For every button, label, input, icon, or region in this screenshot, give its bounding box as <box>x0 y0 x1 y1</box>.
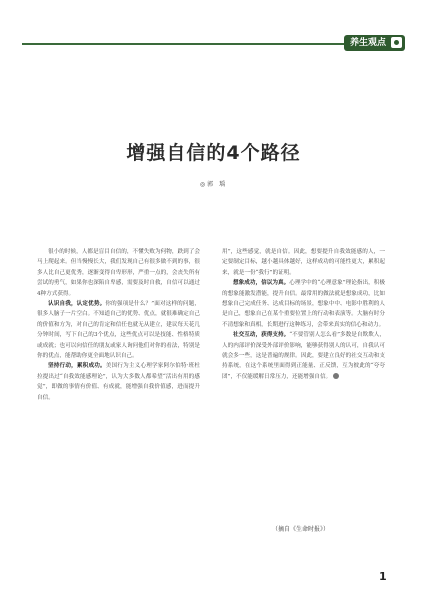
paragraph: 很小的时候，人都是盲目自信的，不懂失败为何物，跌到了会马上爬起来。但当慢慢长大，我们发现自己有很多做不到的事，很多人比自己更优秀，逐渐变得自卑形形，严重一点的，会丧失所有尝试的勇气，如果你也深陷自卑感，需要及时自救，自信可以通过4种方式获得。 <box>37 249 200 297</box>
article-title: 增强自信的4个路径 <box>126 142 301 164</box>
paragraph: 想象成功，信以为真。心理学中的“心理意象”理论指出，积极的想象能激发潜能，提升自信。最常用的做法就是想象成功，比如想象自己完成任务、达成目标的场景，想象中中、电影中胜利的人是自己，想象自己在某个重要位置上的行动和表演等。大脑有时分不清想象和真相，长期进行这种练习，会带来真实的信心和动力。 <box>222 280 385 328</box>
left-column <box>37 247 200 403</box>
paragraph-heading: 坚持行动，累积成功。 <box>48 363 106 370</box>
section-tag <box>344 35 405 51</box>
header-rule <box>22 43 356 45</box>
section-tag-label: 养生观点 <box>350 38 387 48</box>
article-author: ◎郭 瑀 <box>199 181 228 188</box>
paragraph: 坚持行动，累积成功。美国行为主义心理学家阿尔伯特·班杜拉提出过“自我效能感理论”，认为大多数人都希望“活出有用的感觉”，即做的事情有价值、有成就，能增强自我价值感，进而提升自信。 <box>37 363 200 401</box>
paragraph-heading: 认识自我，认定优势。 <box>48 301 106 308</box>
paragraph: 认识自我，认定优势。你的强项是什么？”面对这样的问题，很多人脑子一片空白。不知道自己的优势、优点，就很难确定自己的价值和方为，对自己的肯定和信任也就无从建立，建议每天花几分钟时间，写下自己的3个优点，这些优点可以是技能、性格特质或成就；也可以向信任的朋友或家人询问他们对你的看法，特别是你的优点，能帮助你更全面地认识自己。 <box>37 301 200 360</box>
paragraph-heading: 社交互动，获得支持。 <box>233 332 290 339</box>
paragraph: 用”，这些感觉，就是自信。因此，想要提升自我效能感的人，一定要制定目标，越小越具体越好，这样成功的可能性更大，累积起来，就是一份“我行”的证明。 <box>222 249 385 276</box>
page-number: 1 <box>379 570 387 583</box>
paragraph-heading: 想象成功，信以为真。 <box>233 280 290 287</box>
source-note: （摘自《生命时报》） <box>272 526 330 533</box>
person-icon <box>391 37 402 48</box>
end-mark-icon <box>333 373 339 379</box>
paragraph: 社交互动，获得支持。“不要管别人怎么看”多数是自欺欺人，人的内部评价深受外部评价影响，能够获得别人的认可，自我认可就会多一些，这是普遍的规律。因此，要建立良好的社交互动和支持系统，在这个系统里面得到正能量、正反馈，互为彼此的“夸夸团”，不仅能缓解日常压力，还能增强自信。 <box>222 332 385 380</box>
right-column <box>222 247 385 382</box>
